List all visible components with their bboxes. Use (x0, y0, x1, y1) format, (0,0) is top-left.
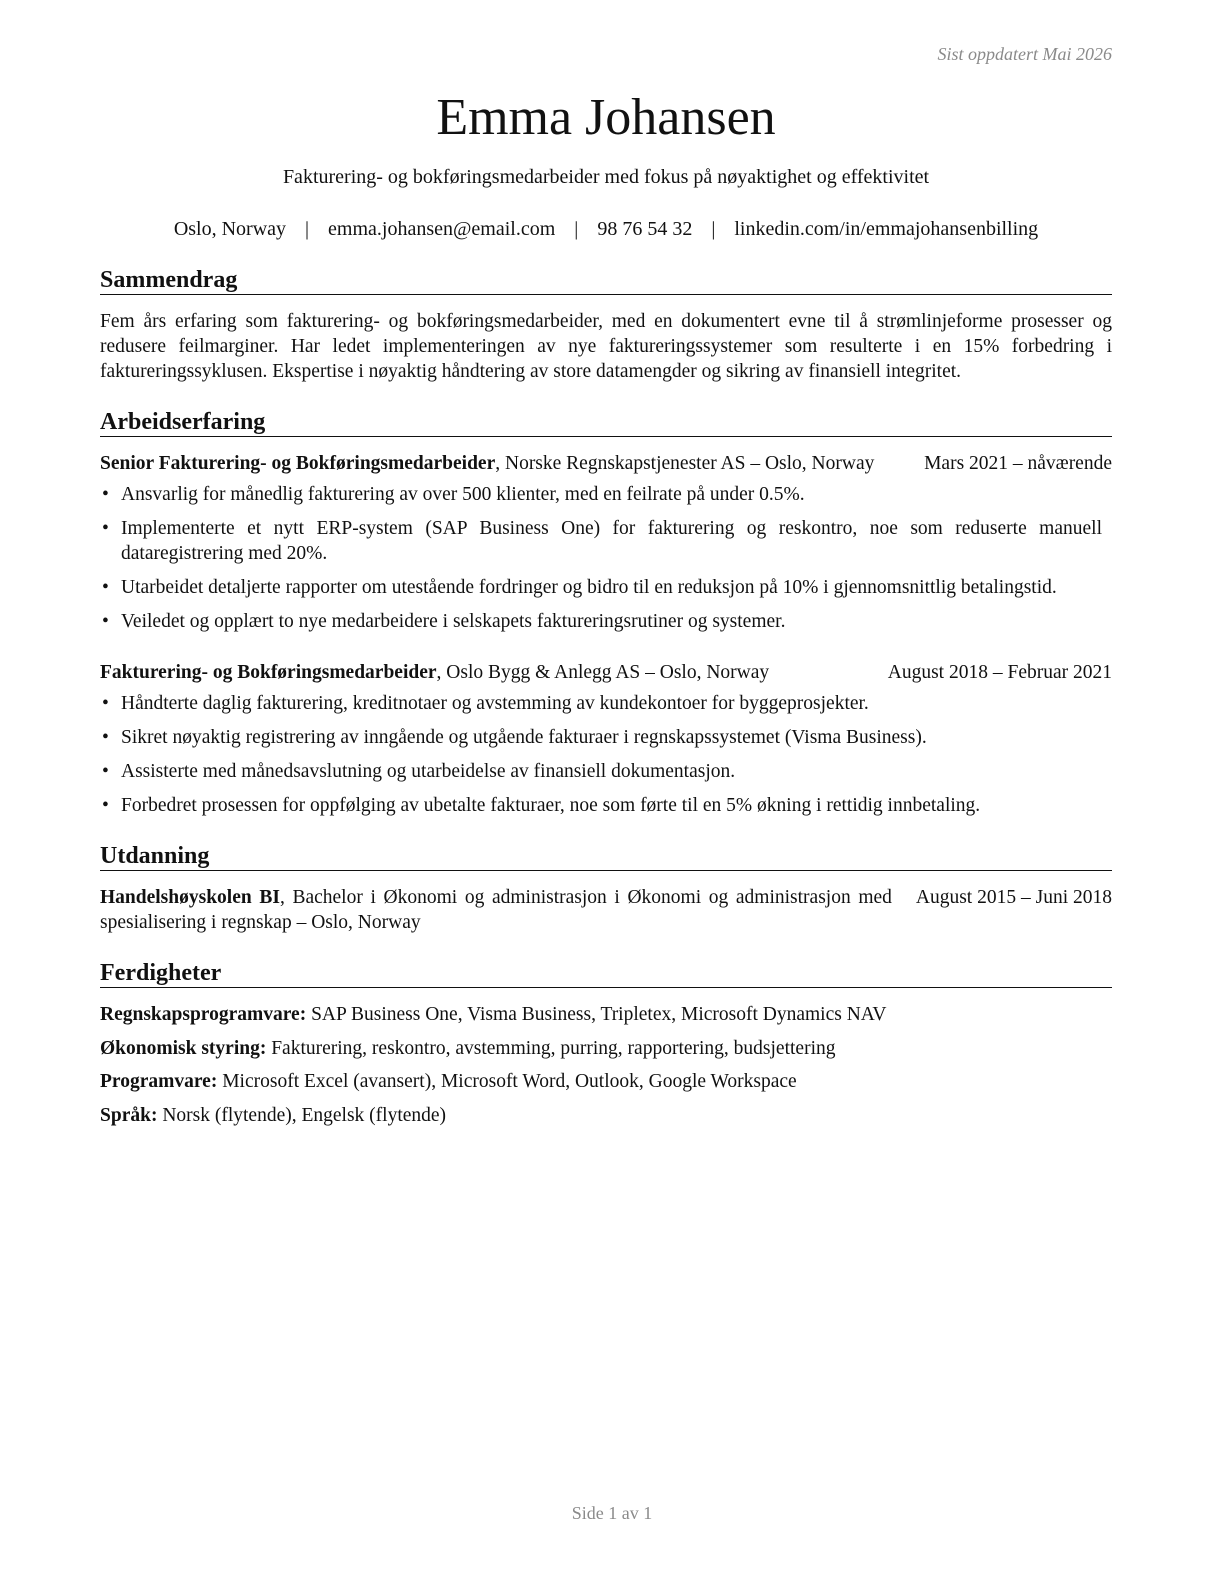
skill-value: SAP Business One, Visma Business, Tripletex, Microsoft Dynamics NAV (306, 1004, 887, 1025)
section-title-experience: Arbeidserfaring (100, 408, 1112, 437)
skill-row (100, 1036, 1112, 1061)
education-header (100, 885, 1112, 935)
job-bullets (100, 691, 1112, 818)
section-title-summary: Sammendrag (100, 266, 1112, 295)
job-dates: Mars 2021 – nåværende (924, 453, 1112, 474)
list-item: • Sikret nøyaktig registrering av inngående og utgående fakturaer i regnskapssystemet (Visma Business). (100, 725, 1112, 750)
job-role: Fakturering- og Bokføringsmedarbeider (100, 662, 437, 683)
skill-label: Regnskapsprogramvare: (100, 1004, 307, 1025)
job-entry (100, 451, 1112, 634)
job-title-line (100, 451, 924, 476)
job-entry (100, 660, 1112, 818)
skill-label: Programvare: (100, 1071, 218, 1092)
education-line (100, 885, 916, 935)
job-employer: , Oslo Bygg & Anlegg AS – Oslo, Norway (436, 662, 770, 683)
list-item: • Implementerte et nytt ERP-system (SAP Business One) for fakturering og reskontro, noe som reduserte manuell dataregistrering med 20%. (100, 516, 1112, 566)
contact-email[interactable]: emma.johansen@email.com (328, 218, 556, 240)
skill-value: Norsk (flytende), Engelsk (flytende) (157, 1104, 447, 1126)
job-employer: , Norske Regnskapstjenester AS – Oslo, Norway (495, 453, 875, 474)
list-item: • Ansvarlig for månedlig fakturering av over 500 klienter, med en feilrate på under 0.5%. (100, 482, 1112, 507)
skill-row (100, 1103, 1112, 1128)
contact-line (100, 216, 1112, 242)
contact-location: Oslo, Norway (173, 218, 287, 240)
education-details: , Bachelor i Økonomi og administrasjon i Økonomi og administrasjon med spesialisering i regnskap – Oslo, Norway (100, 887, 892, 933)
resume-page (100, 86, 1112, 1136)
contact-separator: | (711, 218, 716, 240)
job-header (100, 660, 1112, 685)
list-item: • Veiledet og opplært to nye medarbeidere i selskapets faktureringsrutiner og systemer. (100, 609, 1112, 634)
job-dates: August 2018 – Februar 2021 (887, 662, 1112, 683)
skill-value: Fakturering, reskontro, avstemming, purring, rapportering, budsjettering (266, 1037, 836, 1059)
education-school: Handelshøyskolen BI (100, 887, 280, 908)
job-role: Senior Fakturering- og Bokføringsmedarbeider (100, 453, 496, 474)
summary-text: Fem års erfaring som fakturering- og bokføringsmedarbeider, med en dokumentert evne til å strømlinjeforme prosesser og redusere feilmarginer. Har ledet implementeringen av nye faktureringssystemer som resulterte i en 15% forbedring i faktureringssyklusen. Ekspertise i nøyaktig håndtering av store datamengder og sikring av finansiell integritet. (100, 311, 1112, 382)
section-title-skills: Ferdigheter (100, 959, 1112, 988)
contact-phone: 98 76 54 32 (597, 218, 693, 240)
skill-label: Språk: (100, 1104, 158, 1126)
job-header (100, 451, 1112, 476)
list-item: • Assisterte med månedsavslutning og utarbeidelse av finansiell dokumentasjon. (100, 759, 1112, 784)
skill-row (100, 1002, 1112, 1027)
summary-section (100, 266, 1112, 384)
list-item: • Utarbeidet detaljerte rapporter om utestående fordringer og bidro til en reduksjon på 10% i gjennomsnittlig betalingstid. (100, 575, 1112, 600)
candidate-name: Emma Johansen (436, 89, 776, 146)
skill-value: Microsoft Excel (avansert), Microsoft Word, Outlook, Google Workspace (217, 1071, 797, 1092)
list-item: • Håndterte daglig fakturering, kreditnotaer og avstemming av kundekontoer for byggeprosjekter. (100, 691, 1112, 716)
contact-separator: | (574, 218, 579, 240)
skill-label: Økonomisk styring: (100, 1037, 267, 1059)
contact-separator: | (305, 218, 310, 240)
job-bullets (100, 482, 1112, 634)
experience-section (100, 408, 1112, 818)
skill-row (100, 1069, 1112, 1094)
section-title-education: Utdanning (100, 842, 1112, 871)
education-entry (100, 885, 1112, 935)
page-number-footer: Side 1 av 1 (571, 1503, 653, 1523)
education-dates: August 2015 – Juni 2018 (915, 887, 1112, 908)
skills-section (100, 959, 1112, 1128)
last-updated-note: Sist oppdatert Mai 2026 (937, 44, 1112, 64)
education-section (100, 842, 1112, 935)
candidate-tagline: Fakturering- og bokføringsmedarbeider med fokus på nøyaktighet og effektivitet (282, 166, 930, 188)
job-title-line (100, 660, 872, 685)
list-item: • Forbedret prosessen for oppfølging av ubetalte fakturaer, noe som førte til en 5% økning i rettidig innbetaling. (100, 793, 1112, 818)
contact-linkedin[interactable]: linkedin.com/in/emmajohansenbilling (734, 218, 1039, 240)
skills-list (100, 1002, 1112, 1128)
